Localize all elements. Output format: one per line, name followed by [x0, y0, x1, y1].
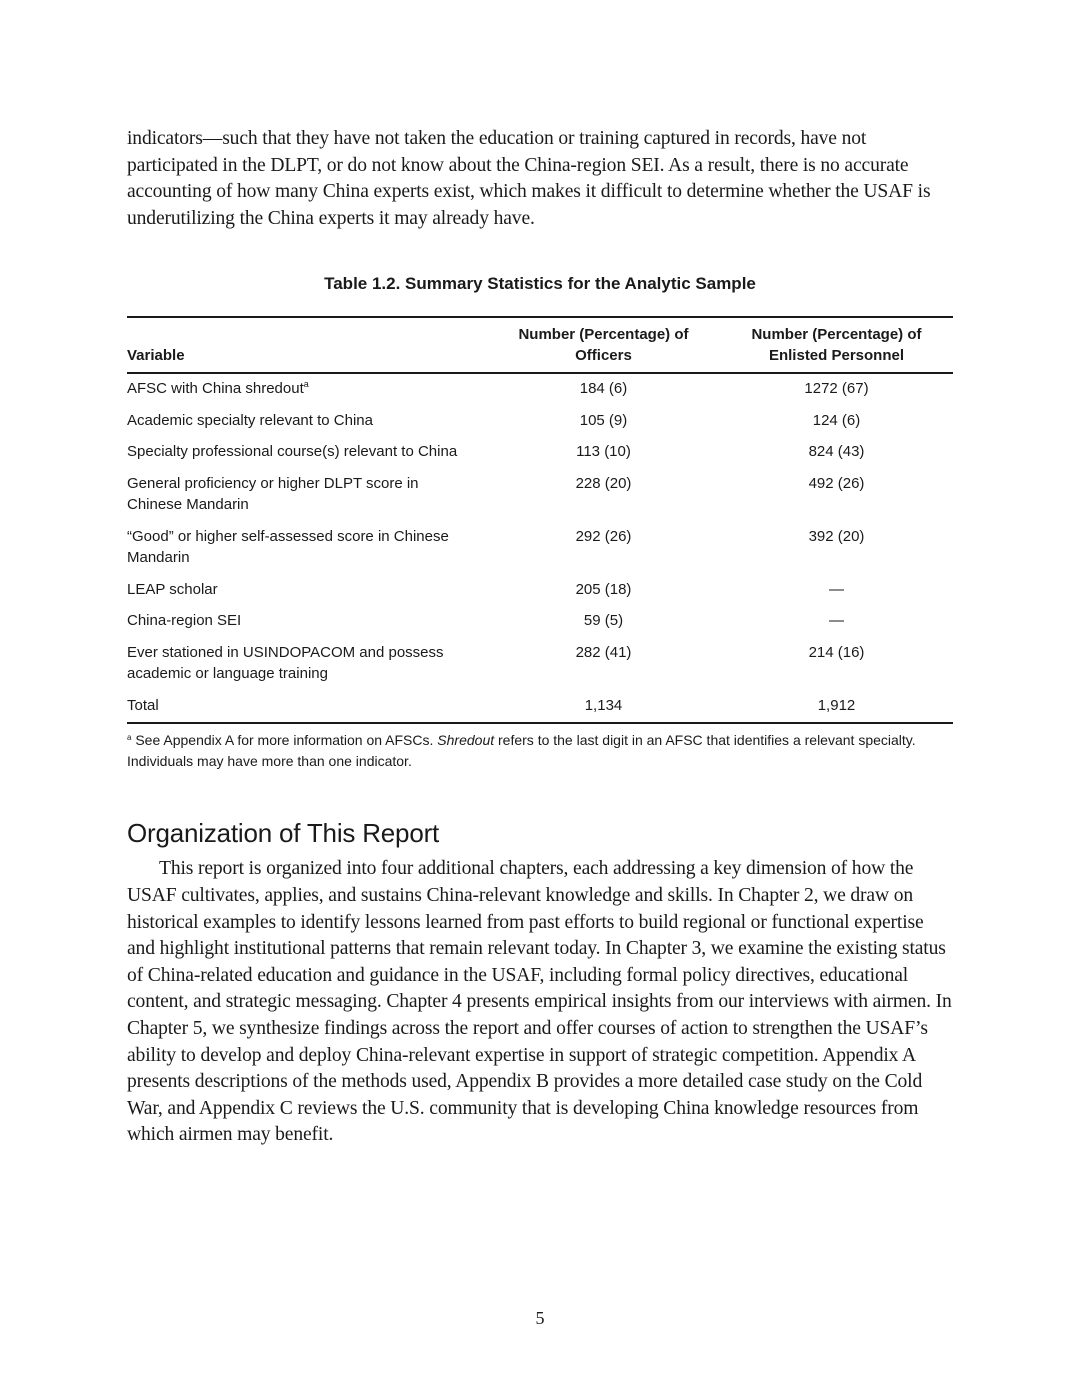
table-row: [127, 522, 953, 575]
row-officers: 113 (10): [576, 443, 631, 461]
row-enlisted: 214 (16): [808, 643, 865, 661]
table-total-row: [127, 691, 953, 724]
row-officers: 105 (9): [579, 411, 628, 429]
table-row: [127, 406, 953, 438]
row-officers: 282 (41): [575, 643, 632, 661]
row-officers: 228 (20): [575, 474, 632, 492]
row-variable: LEAP scholar: [127, 580, 218, 598]
row-enlisted: 124 (6): [812, 411, 861, 429]
row-enlisted: —: [829, 580, 844, 598]
table-header-row: [127, 317, 953, 373]
row-officers: 1,134: [584, 696, 623, 714]
table-footnote: $^a$ See Appendix A for more information on AFSCs. Shredout refers to the last digit in an AFSC that identifies a relevant specialty. Individuals may have more than one indicator.: [127, 732, 916, 770]
header-variable: Variable: [127, 347, 185, 365]
section-paragraph: This report is organized into four additional chapters, each addressing a key dimension of how the USAF cultivates, applies, and sustains China-relevant knowledge and skills. In Chapter 2, we draw on historical examples to identify lessons learned from past efforts to build regional or functional expertise and highlight institutional patterns that remain relevant today. In Chapter 3, we examine the existing status of China-related education and guidance in the USAF, including formal policy directives, educational content, and strategic messaging. Chapter 4 presents empirical insights from our interviews with airmen. In Chapter 5, we synthesize findings across the report and offer courses of action to strengthen the USAF’s ability to develop and deploy China-relevant expertise in support of strategic competition. Appendix A presents descriptions of the methods used, Appendix B provides a more detailed case study on the Cold War, and Appendix C reviews the U.S. community that is developing China knowledge resources from which airmen may benefit.: [127, 858, 952, 1146]
intro-paragraph: indicators—such that they have not taken the education or training captured in records, have not participated in the DLPT, or do not know about the China-region SEI. As a result, there is no accurate accounting of how many China experts exist, which makes it difficult to determine whether the USAF is underutilizing the China experts it may already have.: [127, 128, 931, 229]
italic-term: Shredout: [437, 732, 495, 749]
footnote-marker: a: [127, 733, 132, 743]
table-row: [127, 469, 953, 522]
row-enlisted: 824 (43): [808, 443, 865, 461]
table-row: [127, 575, 953, 607]
section-heading: Organization of This Report: [127, 818, 440, 849]
row-variable: Specialty professional course(s) relevant to China: [127, 443, 458, 461]
table-row: [127, 437, 953, 469]
header-enlisted: Number (Percentage) of Enlisted Personnel: [751, 326, 922, 365]
row-enlisted: 492 (26): [808, 474, 865, 492]
table-row: [127, 638, 953, 691]
row-officers: 59 (5): [583, 612, 624, 630]
row-variable: Total: [127, 696, 159, 714]
row-variable: General proficiency or higher DLPT score in Chinese Mandarin: [127, 474, 419, 514]
summary-statistics-table: [127, 316, 953, 724]
row-officers: 292 (26): [575, 527, 632, 545]
header-officers: Number (Percentage) of Officers: [518, 326, 689, 365]
row-variable: “Good” or higher self-assessed score in Chinese Mandarin: [127, 527, 449, 567]
table-row: [127, 606, 953, 638]
row-enlisted: 392 (20): [808, 527, 865, 545]
row-enlisted: 1272 (67): [804, 380, 869, 398]
row-variable: Academic specialty relevant to China: [127, 411, 373, 429]
document-page: [127, 126, 953, 1149]
page-number: 5: [535, 1308, 545, 1328]
table-title: Table 1.2. Summary Statistics for the Analytic Sample: [324, 274, 756, 294]
footnote-marker: a: [303, 379, 309, 390]
row-enlisted: 1,912: [817, 696, 856, 714]
row-officers: 184 (6): [579, 380, 628, 398]
row-variable: Ever stationed in USINDOPACOM and possess academic or language training: [127, 643, 444, 683]
row-enlisted: —: [829, 612, 844, 630]
row-variable: China-region SEI: [127, 612, 242, 630]
table-row: [127, 373, 953, 406]
row-variable: AFSC with China shredout$^a$: [127, 379, 309, 398]
row-officers: 205 (18): [575, 580, 632, 598]
